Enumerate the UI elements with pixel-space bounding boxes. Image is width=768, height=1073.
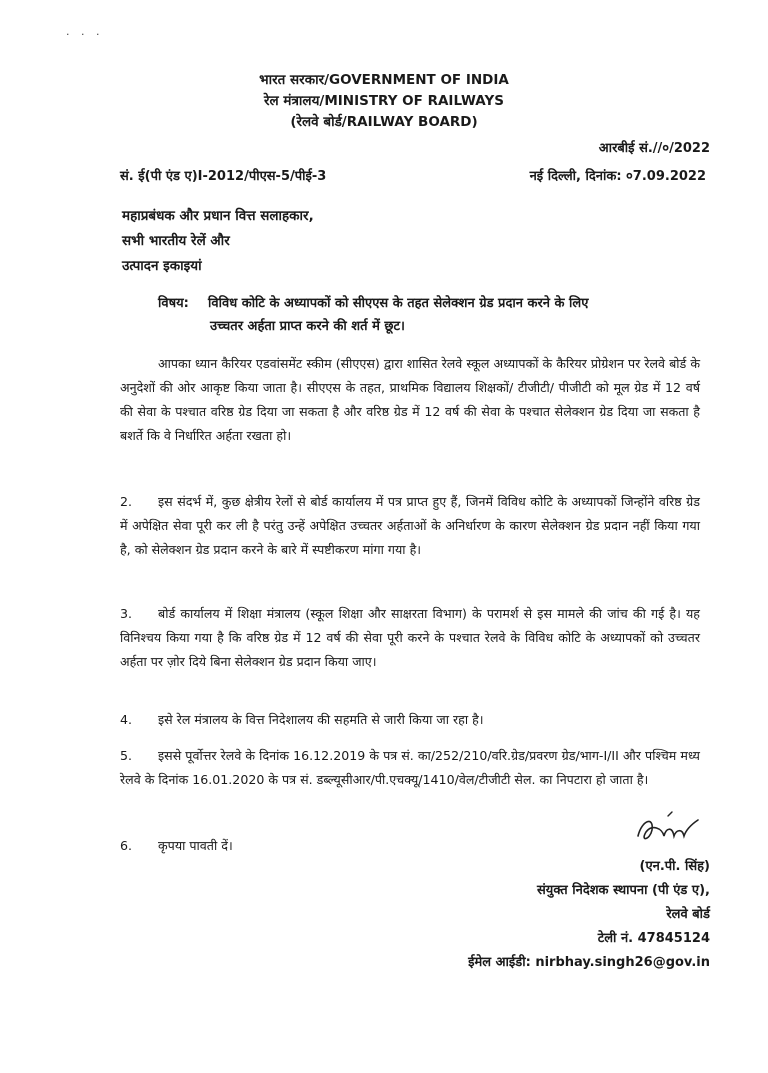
scan-specks: · · ·: [66, 28, 104, 41]
paragraph-number: 4.: [120, 712, 133, 727]
ministry-of-railways: रेल मंत्रालय/MINISTRY OF RAILWAYS: [264, 93, 504, 109]
letterhead: [0, 70, 768, 133]
railway-board: (रेलवे बोर्ड/RAILWAY BOARD): [290, 114, 478, 130]
paragraph-3: [120, 602, 700, 674]
subject-line-1: विविध कोटि के अध्यापकों को सीएएस के तहत सेलेक्शन ग्रेड प्रदान करने के लिए: [208, 296, 589, 311]
handwritten-signature: [632, 806, 712, 854]
paragraph-number: 5.: [120, 748, 133, 763]
addressee-line: सभी भारतीय रेलें और: [122, 233, 230, 249]
paragraph-4: [120, 708, 700, 732]
paragraph-text: बोर्ड कार्यालय में शिक्षा मंत्रालय (स्कूल शिक्षा और साक्षरता विभाग) के परामर्श से इस मामले की जांच की गई है। यह विनिश्चय किया गया है कि वरिष्ठ ग्रेड में 12 वर्ष की सेवा पूरी करने के पश्चात रेलवे के विविध कोटि के अध्यापकों को उच्चतर अर्हता पर ज़ोर दिये बिना सेलेक्शन ग्रेड प्रदान किया जाए।: [120, 606, 700, 669]
signatory-name: (एन.पी. सिंह): [639, 859, 710, 874]
paragraph-1: [120, 352, 700, 448]
paragraph-text: कृपया पावती दें।: [158, 838, 233, 853]
paragraph-number: 2.: [120, 494, 133, 509]
paragraph-5: [120, 744, 700, 792]
signatory-designation: संयुक्त निदेशक स्थापना (पी एंड ए),: [537, 883, 710, 898]
subject-label: विषय:: [158, 296, 189, 311]
paragraph-number: 6.: [120, 838, 133, 853]
paragraph-text: इसे रेल मंत्रालय के वित्त निदेशालय की सहमति से जारी किया जा रहा है।: [158, 712, 484, 727]
paragraph-6: [120, 834, 700, 858]
place-date: नई दिल्ली, दिनांक: ०7.09.2022: [529, 169, 706, 184]
signatory-telephone: टेली नं. 47845124: [597, 931, 710, 946]
subject-line-2: उच्चतर अर्हता प्राप्त करने की शर्त में छूट।: [210, 319, 405, 334]
paragraph-text: आपका ध्यान कैरियर एडवांसमेंट स्कीम (सीएएस) द्वारा शासित रेलवे स्कूल अध्यापकों के कैरियर प्रोग्रेशन पर रेलवे बोर्ड के अनुदेशों की ओर आकृष्ट किया जाता है। सीएएस के तहत, प्राथमिक विद्यालय शिक्षकों/ टीजीटी/ पीजीटी को मूल ग्रेड में 12 वर्ष की सेवा के पश्चात वरिष्ठ ग्रेड दिया जा सकता है और वरिष्ठ ग्रेड में 12 वर्ष की सेवा के पश्चात सेलेक्शन ग्रेड दिया जा सकता है बशर्ते कि वे निर्धारित अर्हता रखता हो।: [120, 356, 700, 443]
paragraph-2: [120, 490, 700, 562]
rbe-number: आरबीई सं.//०/2022: [598, 141, 710, 156]
govt-of-india: भारत सरकार/GOVERNMENT OF INDIA: [259, 72, 509, 88]
signatory-email: ईमेल आईडी: nirbhay.singh26@gov.in: [468, 955, 710, 970]
signatory-office: रेलवे बोर्ड: [666, 907, 710, 922]
addressee-line: उत्पादन इकाइयां: [122, 258, 202, 274]
subject-block: [158, 292, 698, 338]
paragraph-text: इससे पूर्वोत्तर रेलवे के दिनांक 16.12.2019 के पत्र सं. का/252/210/वरि.ग्रेड/प्रवरण ग्रेड/भाग-I/II और पश्चिम मध्य रेलवे के दिनांक 16.01.2020 के पत्र सं. डब्ल्यूसीआर/पी.एचक्यू/1410/वेल/टीजीटी सेल. का निपटारा हो जाता है।: [120, 748, 700, 787]
paragraph-text: इस संदर्भ में, कुछ क्षेत्रीय रेलों से बोर्ड कार्यालय में पत्र प्राप्त हुए हैं, जिनमें विविध कोटि के अध्यापकों जिन्होंने वरिष्ठ ग्रेड में अपेक्षित सेवा पूरी कर ली है परंतु उन्हें अपेक्षित उच्चतर अर्हताओं के अनिर्धारण के कारण सेलेक्शन ग्रेड प्रदान नहीं किया गया है, को सेलेक्शन ग्रेड प्रदान करने के बारे में स्पष्टीकरण मांगा गया है।: [120, 494, 700, 557]
addressee-block: [122, 204, 314, 279]
addressee-line: महाप्रबंधक और प्रधान वित्त सलाहकार,: [122, 208, 314, 224]
file-number: सं. ई(पी एंड ए)I-2012/पीएस-5/पीई-3: [120, 169, 327, 184]
paragraph-number: 3.: [120, 606, 133, 621]
